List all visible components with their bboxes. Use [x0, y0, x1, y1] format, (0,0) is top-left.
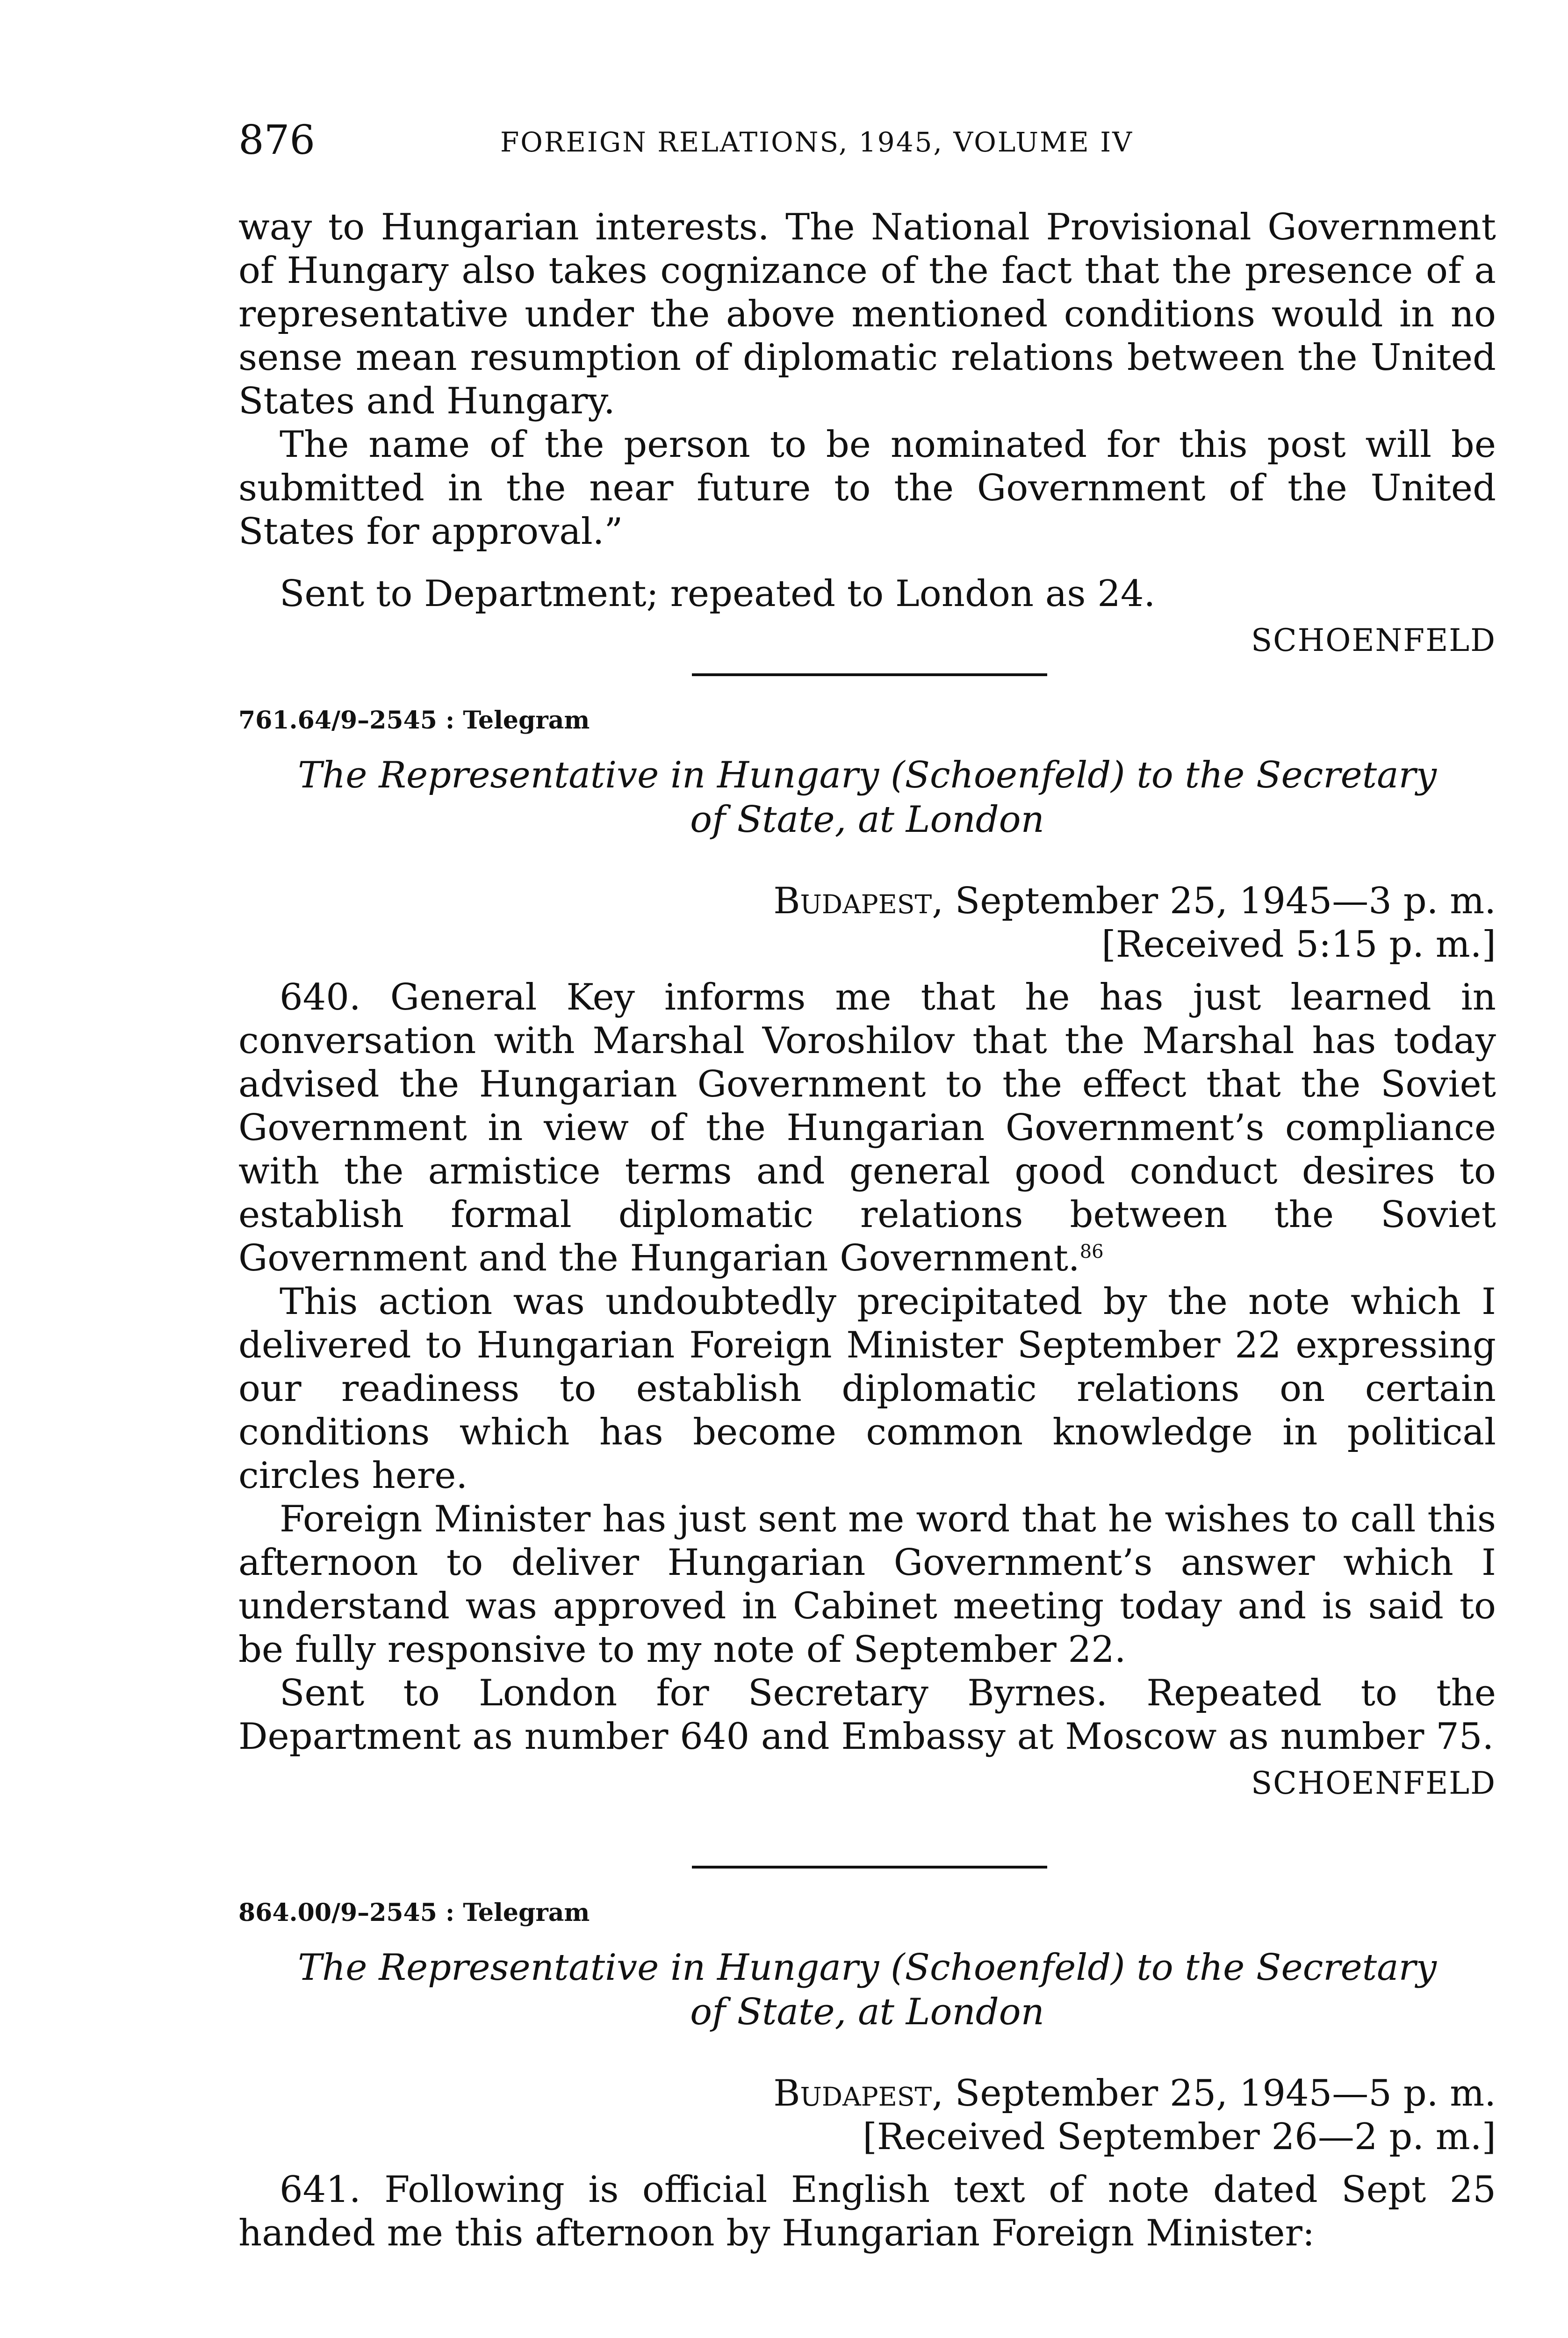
headline-line-1: The Representative in Hungary (Schoenfeld) to the Secretary — [298, 1947, 1437, 1989]
dateline-date: September 25, 1945—3 p. m. — [943, 880, 1496, 922]
telegram-641 — [238, 1898, 1496, 2255]
paragraph-text: 640. General Key informs me that he has just learned in conversation with Marshal Voroshilov that the Marshal has today advised the Hungarian Government to the effect that the Soviet Government in view of the Hungarian Government’s compliance with the armistice terms and general good conduct desires to establish formal diplomatic relations between the Soviet Government and the Hungarian Government. — [238, 976, 1496, 1279]
continuation-paragraph-3: Sent to Department; repeated to London as 24. — [280, 573, 1156, 615]
telegram-paragraph-1: 641. Following is official English text of note dated Sept 25 handed me this afternoon by Hungarian Foreign Minister: — [238, 2169, 1496, 2254]
telegram-paragraph-3: Foreign Minister has just sent me word that he wishes to call this afternoon to deliver Hungarian Government’s answer which I understand was approved in Cabinet meeting today and is said to be fully responsive to my note of September 22. — [238, 1498, 1496, 1671]
continuation-paragraph-2: The name of the person to be nominated for this post will be submitted in the near future to the Government of the United States for approval.” — [238, 424, 1496, 553]
document-reference: 864.00/9–2545 : Telegram — [238, 1898, 590, 1927]
section-divider-2 — [692, 1866, 1047, 1869]
page-number: 876 — [238, 117, 316, 164]
headline-line-1: The Representative in Hungary (Schoenfeld) to the Secretary — [298, 754, 1437, 796]
document-reference: 761.64/9–2545 : Telegram — [238, 706, 590, 735]
continuation-section — [238, 206, 1496, 658]
document-headline — [238, 1946, 1496, 2035]
dateline-place: Budapest, — [773, 880, 943, 922]
headline-line-2: of State, at London — [690, 1991, 1044, 2033]
received-line: [Received September 26—2 p. m.] — [863, 2116, 1496, 2158]
dateline — [238, 880, 1496, 923]
telegram-signature: SCHOENFELD — [1251, 1765, 1496, 1801]
continuation-signature: SCHOENFELD — [1251, 622, 1496, 658]
dateline-date: September 25, 1945—5 p. m. — [943, 2072, 1496, 2114]
headline-line-2: of State, at London — [690, 799, 1044, 841]
footnote-reference: 86 — [1079, 1241, 1104, 1263]
telegram-640 — [238, 706, 1496, 1801]
telegram-paragraph-1 — [238, 976, 1496, 1280]
received-line: [Received 5:15 p. m.] — [1101, 924, 1496, 966]
section-divider-1 — [692, 673, 1047, 676]
page-header — [238, 117, 1496, 173]
continuation-paragraph-1: way to Hungarian interests. The National Provisional Government of Hungary also takes cognizance of the fact that the presence of a representative under the above mentioned conditions would in no sense mean resumption of diplomatic relations between the United States and Hungary. — [238, 206, 1496, 422]
document-headline — [238, 753, 1496, 842]
dateline — [238, 2072, 1496, 2115]
telegram-paragraph-4: Sent to London for Secretary Byrnes. Repeated to the Department as number 640 and Embassy at Moscow as number 75. — [238, 1672, 1496, 1758]
running-head: FOREIGN RELATIONS, 1945, VOLUME IV — [500, 126, 1133, 158]
telegram-paragraph-2: This action was undoubtedly precipitated by the note which I delivered to Hungarian Foreign Minister September 22 expressing our readiness to establish diplomatic relations on certain conditions which has become common knowledge in political circles here. — [238, 1281, 1496, 1497]
dateline-place: Budapest, — [773, 2072, 943, 2114]
